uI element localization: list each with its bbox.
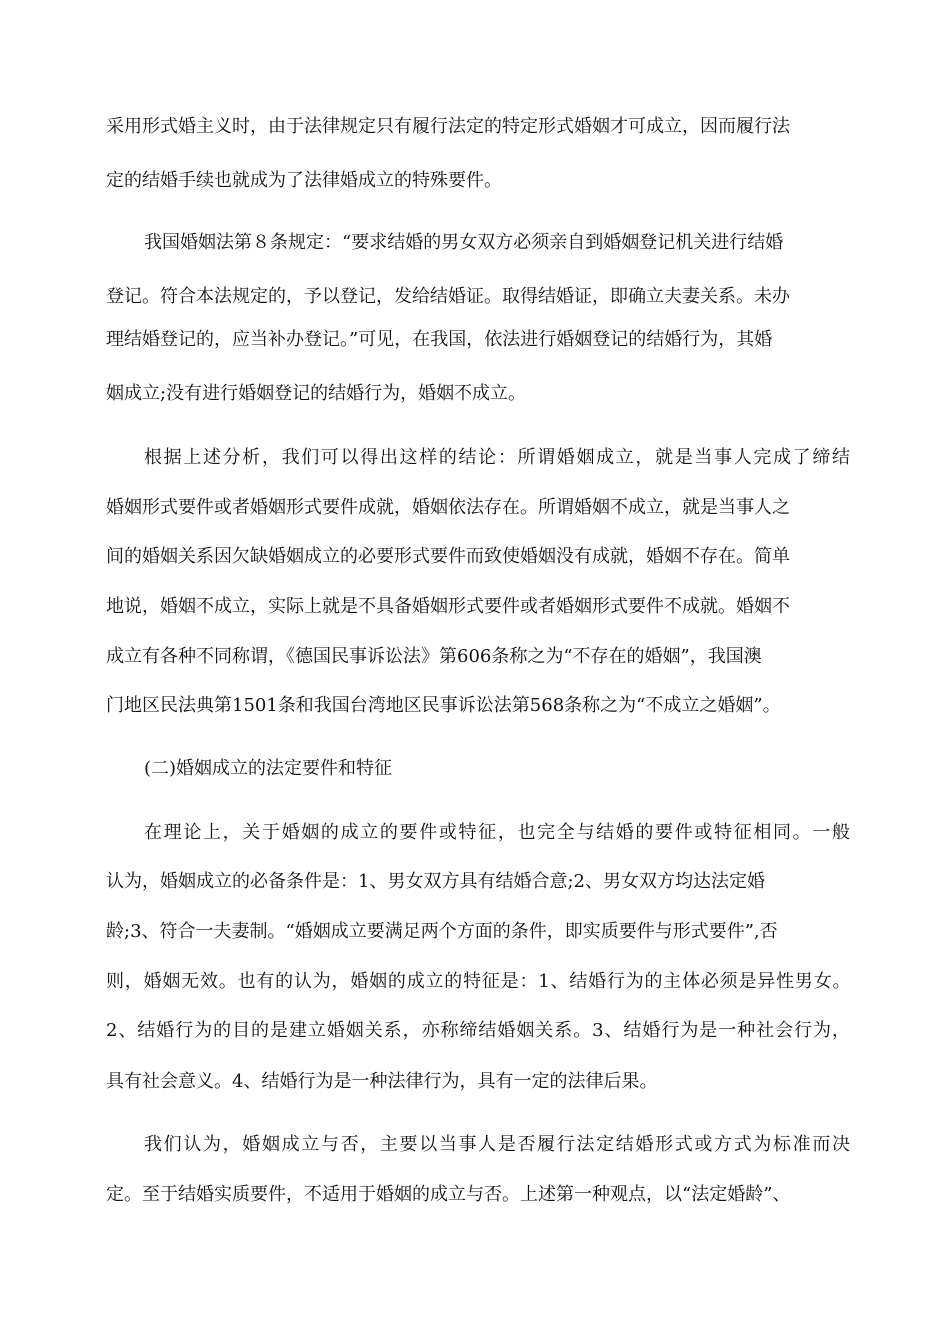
paragraph-5-line-5: 2、结婚行为的目的是建立婚姻关系，亦称缔结婚姻关系。3、结婚行为是一种社会行为， — [106, 1020, 851, 1041]
paragraph-5-line-6: 具有社会意义。4、结婚行为是一种法律行为，具有一定的法律后果。 — [106, 1071, 658, 1092]
paragraph-3-line-1: 根据上述分析，我们可以得出这样的结论：所谓婚姻成立，就是当事人完成了缔结 — [144, 447, 852, 468]
paragraph-5-line-2: 认为，婚姻成立的必备条件是：1、男女双方具有结婚合意;2、男女双方均达法定婚 — [106, 871, 765, 892]
paragraph-2-line-4: 姻成立;没有进行婚姻登记的结婚行为，婚姻不成立。 — [106, 383, 527, 404]
paragraph-3-line-2: 婚姻形式要件或者婚姻形式要件成就，婚姻依法存在。所谓婚姻不成立，就是当事人之 — [106, 497, 790, 518]
paragraph-2-line-2: 登记。符合本法规定的，予以登记，发给结婚证。取得结婚证，即确立夫妻关系。未办 — [106, 286, 790, 307]
paragraph-1-line-2: 定的结婚手续也就成为了法律婚成立的特殊要件。 — [106, 170, 502, 191]
paragraph-5-line-4: 则，婚姻无效。也有的认为，婚姻的成立的特征是：1、结婚行为的主体必须是异性男女。 — [106, 971, 852, 992]
paragraph-2-line-3: 理结婚登记的，应当补办登记。”可见，在我国，依法进行婚姻登记的结婚行为，其婚 — [106, 329, 773, 350]
paragraph-1-line-1: 采用形式婚主义时，由于法律规定只有履行法定的特定形式婚姻才可成立，因而履行法 — [106, 116, 790, 137]
paragraph-3-line-4: 地说，婚姻不成立，实际上就是不具备婚姻形式要件或者婚姻形式要件不成就。婚姻不 — [106, 596, 790, 617]
paragraph-5-line-1: 在理论上，关于婚姻的成立的要件或特征，也完全与结婚的要件或特征相同。一般 — [144, 822, 852, 843]
paragraph-3-line-5: 成立有各种不同称谓，《德国民事诉讼法》第606条称之为“不存在的婚姻”，我国澳 — [106, 646, 762, 667]
paragraph-5-line-3: 龄;3、符合一夫妻制。“婚姻成立要满足两个方面的条件，即实质要件与形式要件”,否 — [106, 921, 778, 942]
section-heading-text: (二)婚姻成立的法定要件和特征 — [144, 758, 393, 779]
paragraph-6-line-1: 我们认为，婚姻成立与否，主要以当事人是否履行法定结婚形式或方式为标准而决 — [144, 1134, 852, 1155]
paragraph-2-line-1: 我国婚姻法第８条规定：“要求结婚的男女双方必须亲自到婚姻登记机关进行结婚 — [144, 232, 784, 253]
paragraph-3-line-3: 间的婚姻关系因欠缺婚姻成立的必要形式要件而致使婚姻没有成就，婚姻不存在。简单 — [106, 546, 790, 567]
paragraph-3-line-6: 门地区民法典第1501条和我国台湾地区民事诉讼法第568条称之为“不成立之婚姻”。 — [106, 695, 781, 716]
paragraph-6-line-2: 定。至于结婚实质要件，不适用于婚姻的成立与否。上述第一种观点，以“法定婚龄”、 — [106, 1184, 791, 1205]
